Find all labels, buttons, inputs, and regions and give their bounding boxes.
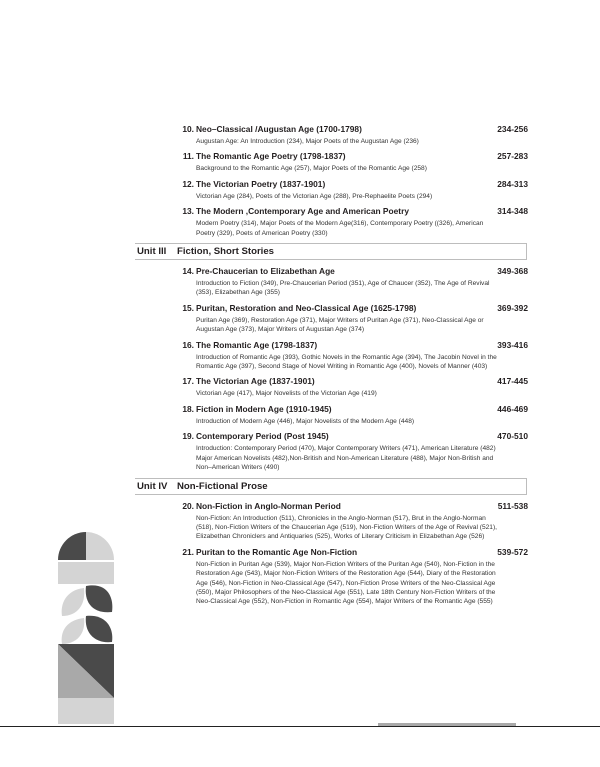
dark-leaf-2 (86, 616, 113, 642)
entry-pages: 257-283 (497, 151, 528, 162)
light-quarter-circle (86, 532, 114, 560)
entry-description: Background to the Romantic Age (257), Major Poets of the Romantic Age (258) (196, 165, 427, 173)
unit-title: Fiction, Short Stories (177, 246, 275, 258)
entry-pages: 314-348 (497, 206, 528, 217)
toc-entry-20[interactable] (176, 501, 528, 542)
entry-pages: 393-416 (497, 339, 528, 350)
toc-entry-13[interactable] (176, 206, 528, 238)
unit-number: Unit IV (137, 480, 168, 492)
entry-description: Non-Fiction in Puritan Age (539), Major Non-Fiction Writers of the Puritan Age (540), Non-Fiction in the Restoration Age (543), Major Non-Fiction Writers of the Restoration Age (544), Diary of the Restoration Age (546), Non-Fiction in Neo-Classical Age (547), Non-Fiction Prose Writers of the Neo-Classical Age (550), Major Philosophers of the Neo-Classical Age (551), Late 18th Century Non-Fiction Writers of the Neo-Classical Age (552), Non-Fiction in Romantic Age (554), Major Writers of the Romantic Age (555) (196, 560, 496, 606)
toc-entry-21[interactable] (176, 547, 528, 607)
entry-number: 19. (182, 431, 194, 442)
entry-description: Introduction to Fiction (349), Pre-Chaucerian Period (351), Age of Chaucer (352), The Age of Revival (353), Elizabethan Age (355) (196, 280, 490, 297)
toc-entry-10[interactable] (176, 124, 528, 146)
toc-entry-11[interactable] (176, 151, 528, 173)
entry-pages: 539-572 (497, 546, 528, 557)
entry-number: 14. (182, 266, 194, 277)
dark-leaf-1 (86, 585, 113, 612)
entry-description: Introduction of Romantic Age (393), Gothic Novels in the Romantic Age (394), The Jacobin Novel in the Romantic Age (397), Second Stage of Novel Writing in Romantic Age (400), Novels of Manner (403) (196, 353, 497, 371)
entry-pages: 446-469 (497, 403, 528, 414)
entry-description: Augustan Age: An Introduction (234), Major Poets of the Augustan Age (236) (196, 138, 419, 145)
entry-pages: 234-256 (497, 124, 528, 134)
entry-pages: 284-313 (497, 178, 528, 189)
entry-title: The Romantic Age Poetry (1798-1837) (196, 151, 346, 162)
entry-description: Puritan Age (369), Restoration Age (371), Major Writers of Puritan Age (371), Neo-Classical Age or Augustan Age (373), Major Writers of Augustan Age (374) (196, 316, 484, 334)
toc-entry-16[interactable] (176, 340, 528, 372)
entry-number: 21. (182, 546, 194, 557)
entry-title: Neo–Classical /Augustan Age (1700-1798) (196, 124, 362, 134)
unit-heading-3[interactable] (135, 243, 527, 260)
table-of-contents (136, 124, 528, 612)
unit-number: Unit III (137, 246, 167, 258)
decorative-shapes (58, 532, 116, 724)
entry-title: Contemporary Period (Post 1945) (196, 431, 329, 442)
toc-entry-14[interactable] (176, 266, 528, 298)
light-leaf-2 (62, 618, 85, 644)
entry-pages: 417-445 (497, 376, 528, 387)
toc-entry-17[interactable] (176, 376, 528, 398)
entry-description: Victorian Age (284), Poets of the Victorian Age (288), Pre-Rephaelite Poets (294) (196, 192, 433, 200)
entry-number: 11. (182, 151, 194, 162)
entry-title: Pre-Chaucerian to Elizabethan Age (196, 266, 335, 277)
entry-number: 15. (182, 302, 194, 313)
toc-entry-15[interactable] (176, 303, 528, 335)
light-base (58, 698, 114, 724)
light-block (58, 562, 114, 584)
entry-pages: 511-538 (497, 500, 528, 511)
entry-title: Puritan, Restoration and Neo-Classical Age (1625-1798) (196, 302, 417, 313)
entry-pages: 470-510 (497, 431, 528, 442)
toc-entry-12[interactable] (176, 179, 528, 201)
entry-title: The Modern ,Contemporary Age and American Poetry (196, 206, 409, 217)
entry-description: Modern Poetry (314), Major Poets of the Modern Age(316), Contemporary Poetry ((326), American Poetry (329), Poets of American Poetry (330) (196, 220, 484, 237)
dark-quarter-circle (58, 532, 86, 560)
entry-title: Non-Fiction in Anglo-Norman Period (196, 500, 341, 511)
entry-description: Victorian Age (417), Major Novelists of the Victorian Age (419) (196, 390, 377, 398)
footer-rule (0, 726, 600, 727)
entry-title: The Victorian Age (1837-1901) (196, 376, 315, 387)
toc-entry-18[interactable] (176, 404, 528, 426)
entry-number: 12. (182, 178, 194, 189)
entry-number: 18. (182, 403, 194, 414)
toc-entry-19[interactable] (176, 431, 528, 472)
entry-number: 13. (182, 206, 194, 217)
entry-title: Fiction in Modern Age (1910-1945) (196, 403, 332, 414)
light-leaf-1 (62, 588, 85, 616)
entry-description: Non-Fiction: An Introduction (511), Chronicles in the Anglo-Norman (517), Brut in the Anglo-Norman (518), Non-Fiction Writers of the Chaucerian Age (519), Non-Fiction Writers of the Age of Revival (521), Elizabethan Chroniclers and Antiquaries (525), Works of Literary Criticism in Elizabethan Age (526) (196, 514, 497, 541)
entry-title: Puritan to the Romantic Age Non-Fiction (196, 546, 358, 557)
entry-number: 17. (182, 376, 194, 387)
entry-number: 20. (182, 500, 194, 511)
entry-pages: 369-392 (497, 302, 528, 313)
entry-description: Introduction of Modern Age (446), Major Novelists of the Modern Age (448) (196, 417, 415, 425)
entry-pages: 349-368 (497, 266, 528, 277)
entry-title: The Victorian Poetry (1837-1901) (196, 178, 326, 189)
entry-number: 16. (182, 339, 194, 350)
entry-description: Introduction: Contemporary Period (470), Major Contemporary Writers (471), American Literature (482) Major American Novelists (482),Non-British and Non-American Literature (488), Major Non-British and Non–American Writers (490) (196, 445, 496, 472)
entry-title: The Romantic Age (1798-1837) (196, 339, 318, 350)
unit-title: Non-Fictional Prose (177, 480, 268, 492)
unit-heading-4[interactable] (135, 478, 527, 495)
entry-number: 10. (182, 124, 194, 134)
